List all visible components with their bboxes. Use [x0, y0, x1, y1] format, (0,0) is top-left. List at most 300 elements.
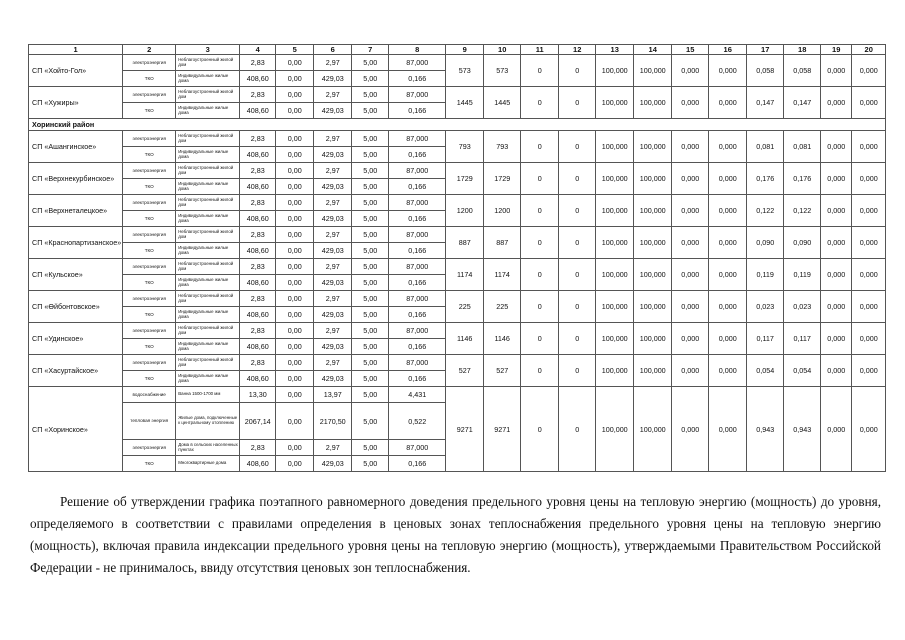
- tariff-value: 408,60: [240, 147, 276, 163]
- tariff-value: 0,00: [276, 103, 314, 119]
- index-value: 0,000: [709, 291, 747, 323]
- tariff-value: 87,000: [389, 355, 446, 371]
- tariff-value: 5,00: [352, 227, 389, 243]
- index-value: 887: [484, 227, 521, 259]
- index-value: 100,000: [596, 355, 634, 387]
- index-value: 0,000: [821, 87, 852, 119]
- consumer-category: Неблагоустроенный жилой дом: [176, 163, 240, 179]
- tariff-value: 429,03: [314, 307, 352, 323]
- resource-type: ТКО: [123, 371, 176, 387]
- index-value: 0: [521, 387, 559, 472]
- tariff-value: 429,03: [314, 103, 352, 119]
- index-value: 1445: [446, 87, 484, 119]
- index-value: 0,000: [852, 131, 886, 163]
- tariff-value: 0,00: [276, 259, 314, 275]
- index-value: 0,058: [784, 55, 821, 87]
- index-value: 100,000: [596, 87, 634, 119]
- tariff-value: 5,00: [352, 131, 389, 147]
- resource-type: тепловая энергия: [123, 403, 176, 440]
- index-value: 0,000: [709, 131, 747, 163]
- index-value: 0,000: [821, 291, 852, 323]
- index-value: 0,000: [672, 163, 709, 195]
- settlement-name: СП «Хужиры»: [29, 87, 123, 119]
- settlement-name: СП «Верхнекурбинское»: [29, 163, 123, 195]
- settlement-name: СП «Өйбонтовское»: [29, 291, 123, 323]
- tariff-value: 2,83: [240, 195, 276, 211]
- consumer-category: Неблагоустроенный жилой дом: [176, 227, 240, 243]
- tariff-value: 2,83: [240, 87, 276, 103]
- tariff-value: 0,00: [276, 323, 314, 339]
- index-value: 1174: [446, 259, 484, 291]
- consumer-category: Неблагоустроенный жилой дом: [176, 195, 240, 211]
- resource-type: ТКО: [123, 211, 176, 227]
- tariff-value: 5,00: [352, 211, 389, 227]
- index-value: 0,000: [709, 387, 747, 472]
- consumer-category: Неблагоустроенный жилой дом: [176, 323, 240, 339]
- index-value: 0,000: [852, 291, 886, 323]
- index-value: 0,081: [747, 131, 784, 163]
- index-value: 793: [484, 131, 521, 163]
- table-row: [29, 87, 886, 103]
- index-value: 100,000: [596, 131, 634, 163]
- index-value: 0,000: [672, 323, 709, 355]
- index-value: 0,000: [672, 55, 709, 87]
- index-value: 0,000: [672, 227, 709, 259]
- index-value: 0,000: [821, 195, 852, 227]
- column-number: 12: [559, 45, 596, 55]
- settlement-name: СП «Ашангинское»: [29, 131, 123, 163]
- consumer-category: Неблагоустроенный жилой дом: [176, 87, 240, 103]
- tariff-value: 0,00: [276, 227, 314, 243]
- tariff-value: 0,00: [276, 179, 314, 195]
- index-value: 100,000: [634, 259, 672, 291]
- tariff-value: 0,166: [389, 371, 446, 387]
- index-value: 0,000: [672, 291, 709, 323]
- index-value: 0,000: [821, 323, 852, 355]
- tariff-value: 2,83: [240, 163, 276, 179]
- index-value: 0,000: [852, 387, 886, 472]
- index-value: 0: [559, 227, 596, 259]
- consumer-category: Неблагоустроенный жилой дом: [176, 291, 240, 307]
- section-title: Хоринский район: [29, 119, 886, 131]
- index-value: 0,122: [747, 195, 784, 227]
- consumer-category: Индивидуальные жилые дома: [176, 339, 240, 355]
- tariff-value: 0,166: [389, 456, 446, 472]
- column-number: 4: [240, 45, 276, 55]
- tariff-value: 429,03: [314, 179, 352, 195]
- index-value: 100,000: [634, 387, 672, 472]
- index-value: 0: [521, 227, 559, 259]
- tariff-value: 2,83: [240, 227, 276, 243]
- index-value: 0,000: [821, 387, 852, 472]
- tariff-value: 2,83: [240, 55, 276, 71]
- table-row: [29, 259, 886, 275]
- index-value: 0,000: [672, 195, 709, 227]
- section-row: [29, 119, 886, 131]
- index-value: 527: [446, 355, 484, 387]
- settlement-name: СП «Краснопартизанское»: [29, 227, 123, 259]
- tariff-value: 13,30: [240, 387, 276, 403]
- index-value: 0,000: [672, 131, 709, 163]
- column-number: 18: [784, 45, 821, 55]
- consumer-category: Индивидуальные жилые дома: [176, 371, 240, 387]
- tariff-value: 0,00: [276, 456, 314, 472]
- index-value: 1200: [484, 195, 521, 227]
- settlement-name: СП «Удинское»: [29, 323, 123, 355]
- index-value: 100,000: [596, 259, 634, 291]
- index-value: 0,000: [821, 355, 852, 387]
- index-value: 0: [521, 131, 559, 163]
- index-value: 0: [521, 195, 559, 227]
- tariff-value: 0,166: [389, 275, 446, 291]
- index-value: 0,943: [747, 387, 784, 472]
- index-value: 0,147: [784, 87, 821, 119]
- index-value: 0: [521, 87, 559, 119]
- index-value: 0,000: [852, 55, 886, 87]
- tariff-value: 0,00: [276, 387, 314, 403]
- column-number: 14: [634, 45, 672, 55]
- index-value: 100,000: [634, 87, 672, 119]
- tariff-value: 0,00: [276, 87, 314, 103]
- index-value: 0,000: [709, 227, 747, 259]
- tariff-value: 0,00: [276, 403, 314, 440]
- tariff-value: 87,000: [389, 259, 446, 275]
- tariff-value: 5,00: [352, 71, 389, 87]
- table-row: [29, 387, 886, 403]
- column-number: 5: [276, 45, 314, 55]
- resource-type: ТКО: [123, 339, 176, 355]
- resource-type: электроэнергия: [123, 259, 176, 275]
- index-value: 0,000: [852, 323, 886, 355]
- resource-type: ТКО: [123, 103, 176, 119]
- tariff-value: 2,83: [240, 440, 276, 456]
- table-row: [29, 55, 886, 71]
- index-value: 573: [446, 55, 484, 87]
- tariff-value: 408,60: [240, 243, 276, 259]
- index-value: 0,000: [852, 355, 886, 387]
- tariff-value: 0,00: [276, 307, 314, 323]
- index-value: 100,000: [596, 163, 634, 195]
- column-number-row: [29, 45, 886, 55]
- index-value: 0,090: [747, 227, 784, 259]
- index-value: 100,000: [596, 291, 634, 323]
- index-value: 0: [521, 291, 559, 323]
- tariff-value: 5,00: [352, 275, 389, 291]
- consumer-category: Ванна 1500-1700 мм: [176, 387, 240, 403]
- index-value: 1729: [446, 163, 484, 195]
- resource-type: электроэнергия: [123, 131, 176, 147]
- tariff-value: 5,00: [352, 339, 389, 355]
- tariff-value: 2,97: [314, 440, 352, 456]
- tariff-value: 13,97: [314, 387, 352, 403]
- consumer-category: Индивидуальные жилые дома: [176, 307, 240, 323]
- tariff-value: 0,00: [276, 243, 314, 259]
- tariff-value: 0,522: [389, 403, 446, 440]
- resource-type: ТКО: [123, 147, 176, 163]
- tariff-value: 429,03: [314, 339, 352, 355]
- table-row: [29, 323, 886, 339]
- tariff-table: [28, 44, 886, 472]
- tariff-value: 408,60: [240, 211, 276, 227]
- consumer-category: Индивидуальные жилые дома: [176, 71, 240, 87]
- tariff-value: 87,000: [389, 227, 446, 243]
- tariff-value: 2,97: [314, 227, 352, 243]
- resource-type: водоснабжение: [123, 387, 176, 403]
- tariff-value: 0,00: [276, 55, 314, 71]
- index-value: 0,943: [784, 387, 821, 472]
- index-value: 0,119: [784, 259, 821, 291]
- column-number: 7: [352, 45, 389, 55]
- index-value: 100,000: [634, 323, 672, 355]
- table-row: [29, 163, 886, 179]
- tariff-value: 87,000: [389, 440, 446, 456]
- tariff-value: 2,97: [314, 87, 352, 103]
- index-value: 0: [521, 323, 559, 355]
- consumer-category: Индивидуальные жилые дома: [176, 179, 240, 195]
- resource-type: ТКО: [123, 243, 176, 259]
- index-value: 0,176: [747, 163, 784, 195]
- tariff-value: 0,166: [389, 307, 446, 323]
- tariff-value: 408,60: [240, 179, 276, 195]
- tariff-value: 0,00: [276, 195, 314, 211]
- index-value: 0,000: [672, 355, 709, 387]
- index-value: 0,000: [821, 259, 852, 291]
- tariff-value: 0,00: [276, 371, 314, 387]
- tariff-value: 5,00: [352, 259, 389, 275]
- index-value: 0,117: [784, 323, 821, 355]
- tariff-value: 5,00: [352, 243, 389, 259]
- index-value: 0,000: [709, 195, 747, 227]
- column-number: 10: [484, 45, 521, 55]
- resource-type: электроэнергия: [123, 355, 176, 371]
- column-number: 6: [314, 45, 352, 55]
- tariff-value: 5,00: [352, 456, 389, 472]
- settlement-name: СП «Хойто-Гол»: [29, 55, 123, 87]
- consumer-category: Индивидуальные жилые дома: [176, 211, 240, 227]
- decision-note: Решение об утверждении графика поэтапного равномерного доведения предельного уровня цены на тепловую энергию (мощность) до уровня, определяемого в соответствии с правилами определения в ценовых зонах теплоснабжения предельного уровня цены на тепловую энергию (мощность), включая правила индексации предельного уровня цены на тепловую энергию (мощность), утверждаемыми Правительством Российской Федерации - не принималось, ввиду отсутствия ценовых зон теплоснабжения.: [30, 494, 881, 575]
- tariff-value: 429,03: [314, 456, 352, 472]
- index-value: 0: [559, 163, 596, 195]
- tariff-value: 2,97: [314, 163, 352, 179]
- index-value: 0,054: [747, 355, 784, 387]
- resource-type: ТКО: [123, 71, 176, 87]
- column-number: 17: [747, 45, 784, 55]
- table-row: [29, 131, 886, 147]
- tariff-value: 408,60: [240, 275, 276, 291]
- tariff-value: 429,03: [314, 243, 352, 259]
- resource-type: электроэнергия: [123, 87, 176, 103]
- tariff-value: 5,00: [352, 163, 389, 179]
- index-value: 573: [484, 55, 521, 87]
- index-value: 0,000: [852, 195, 886, 227]
- tariff-value: 5,00: [352, 179, 389, 195]
- tariff-value: 87,000: [389, 131, 446, 147]
- column-number: 3: [176, 45, 240, 55]
- index-value: 0,000: [709, 87, 747, 119]
- tariff-value: 2,97: [314, 55, 352, 71]
- index-value: 1729: [484, 163, 521, 195]
- index-value: 0,000: [672, 87, 709, 119]
- index-value: 1174: [484, 259, 521, 291]
- index-value: 0,000: [709, 323, 747, 355]
- consumer-category: Индивидуальные жилые дома: [176, 147, 240, 163]
- index-value: 0,000: [852, 87, 886, 119]
- table-row: [29, 195, 886, 211]
- index-value: 100,000: [634, 291, 672, 323]
- index-value: 0,000: [821, 55, 852, 87]
- index-value: 0: [559, 355, 596, 387]
- index-value: 793: [446, 131, 484, 163]
- index-value: 0,000: [709, 355, 747, 387]
- tariff-value: 429,03: [314, 275, 352, 291]
- index-value: 0,122: [784, 195, 821, 227]
- tariff-value: 0,00: [276, 71, 314, 87]
- tariff-value: 2,83: [240, 355, 276, 371]
- tariff-value: 2,83: [240, 259, 276, 275]
- column-number: 8: [389, 45, 446, 55]
- resource-type: электроэнергия: [123, 227, 176, 243]
- tariff-value: 5,00: [352, 87, 389, 103]
- resource-type: электроэнергия: [123, 291, 176, 307]
- tariff-value: 2,83: [240, 291, 276, 307]
- tariff-value: 429,03: [314, 147, 352, 163]
- resource-type: ТКО: [123, 179, 176, 195]
- consumer-category: Многоквартирные дома: [176, 456, 240, 472]
- column-number: 20: [852, 45, 886, 55]
- index-value: 0,000: [821, 163, 852, 195]
- tariff-value: 87,000: [389, 291, 446, 307]
- column-number: 19: [821, 45, 852, 55]
- index-value: 0: [521, 55, 559, 87]
- tariff-value: 0,166: [389, 179, 446, 195]
- tariff-value: 0,00: [276, 440, 314, 456]
- index-value: 225: [484, 291, 521, 323]
- tariff-value: 87,000: [389, 195, 446, 211]
- index-value: 0,000: [852, 259, 886, 291]
- tariff-value: 0,00: [276, 131, 314, 147]
- tariff-value: 0,00: [276, 355, 314, 371]
- tariff-value: 2,83: [240, 131, 276, 147]
- tariff-value: 2,97: [314, 131, 352, 147]
- index-value: 0,000: [709, 55, 747, 87]
- index-value: 0,000: [821, 131, 852, 163]
- index-value: 100,000: [634, 131, 672, 163]
- index-value: 887: [446, 227, 484, 259]
- tariff-value: 2,97: [314, 195, 352, 211]
- tariff-value: 5,00: [352, 440, 389, 456]
- tariff-value: 5,00: [352, 55, 389, 71]
- index-value: 0,176: [784, 163, 821, 195]
- index-value: 0: [559, 387, 596, 472]
- tariff-value: 2,97: [314, 259, 352, 275]
- tariff-value: 408,60: [240, 456, 276, 472]
- settlement-name: СП «Хасуртайское»: [29, 355, 123, 387]
- index-value: 0,000: [709, 163, 747, 195]
- tariff-value: 87,000: [389, 87, 446, 103]
- tariff-value: 2,83: [240, 323, 276, 339]
- index-value: 100,000: [634, 55, 672, 87]
- tariff-value: 4,431: [389, 387, 446, 403]
- tariff-value: 5,00: [352, 307, 389, 323]
- index-value: 1445: [484, 87, 521, 119]
- index-value: 0: [521, 259, 559, 291]
- index-value: 0: [559, 87, 596, 119]
- index-value: 0: [559, 291, 596, 323]
- column-number: 9: [446, 45, 484, 55]
- settlement-name: СП «Хоринское»: [29, 387, 123, 472]
- index-value: 0: [559, 55, 596, 87]
- tariff-value: 87,000: [389, 55, 446, 71]
- table-row: [29, 355, 886, 371]
- index-value: 0,000: [821, 227, 852, 259]
- index-value: 9271: [446, 387, 484, 472]
- resource-type: ТКО: [123, 275, 176, 291]
- index-value: 100,000: [634, 163, 672, 195]
- index-value: 0: [521, 163, 559, 195]
- consumer-category: Индивидуальные жилые дома: [176, 103, 240, 119]
- column-number: 11: [521, 45, 559, 55]
- tariff-value: 0,166: [389, 71, 446, 87]
- index-value: 9271: [484, 387, 521, 472]
- resource-type: электроэнергия: [123, 163, 176, 179]
- index-value: 1200: [446, 195, 484, 227]
- index-value: 0: [559, 131, 596, 163]
- resource-type: электроэнергия: [123, 195, 176, 211]
- tariff-value: 5,00: [352, 195, 389, 211]
- tariff-value: 5,00: [352, 355, 389, 371]
- index-value: 0,000: [672, 387, 709, 472]
- tariff-value: 5,00: [352, 387, 389, 403]
- consumer-category: Неблагоустроенный жилой дом: [176, 55, 240, 71]
- tariff-value: 0,00: [276, 291, 314, 307]
- tariff-value: 5,00: [352, 103, 389, 119]
- index-value: 100,000: [596, 195, 634, 227]
- tariff-value: 0,166: [389, 339, 446, 355]
- index-value: 527: [484, 355, 521, 387]
- tariff-value: 87,000: [389, 323, 446, 339]
- index-value: 0: [559, 259, 596, 291]
- resource-type: электроэнергия: [123, 440, 176, 456]
- index-value: 0,081: [784, 131, 821, 163]
- tariff-value: 429,03: [314, 371, 352, 387]
- index-value: 100,000: [596, 323, 634, 355]
- table-row: [29, 291, 886, 307]
- index-value: 0: [559, 195, 596, 227]
- tariff-value: 0,00: [276, 275, 314, 291]
- column-number: 13: [596, 45, 634, 55]
- tariff-value: 0,00: [276, 211, 314, 227]
- column-number: 2: [123, 45, 176, 55]
- index-value: 100,000: [634, 195, 672, 227]
- resource-type: электроэнергия: [123, 323, 176, 339]
- index-value: 100,000: [634, 227, 672, 259]
- consumer-category: Дома в сельских населенных пунктах: [176, 440, 240, 456]
- index-value: 0,000: [672, 259, 709, 291]
- consumer-category: Неблагоустроенный жилой дом: [176, 259, 240, 275]
- column-number: 1: [29, 45, 123, 55]
- tariff-value: 5,00: [352, 291, 389, 307]
- settlement-name: СП «Верхнеталецкое»: [29, 195, 123, 227]
- index-value: 0,058: [747, 55, 784, 87]
- tariff-value: 429,03: [314, 211, 352, 227]
- consumer-category: Неблагоустроенный жилой дом: [176, 355, 240, 371]
- tariff-value: 5,00: [352, 323, 389, 339]
- settlement-name: СП «Кульское»: [29, 259, 123, 291]
- index-value: 0,054: [784, 355, 821, 387]
- tariff-value: 408,60: [240, 371, 276, 387]
- index-value: 0,000: [852, 163, 886, 195]
- tariff-value: 0,166: [389, 103, 446, 119]
